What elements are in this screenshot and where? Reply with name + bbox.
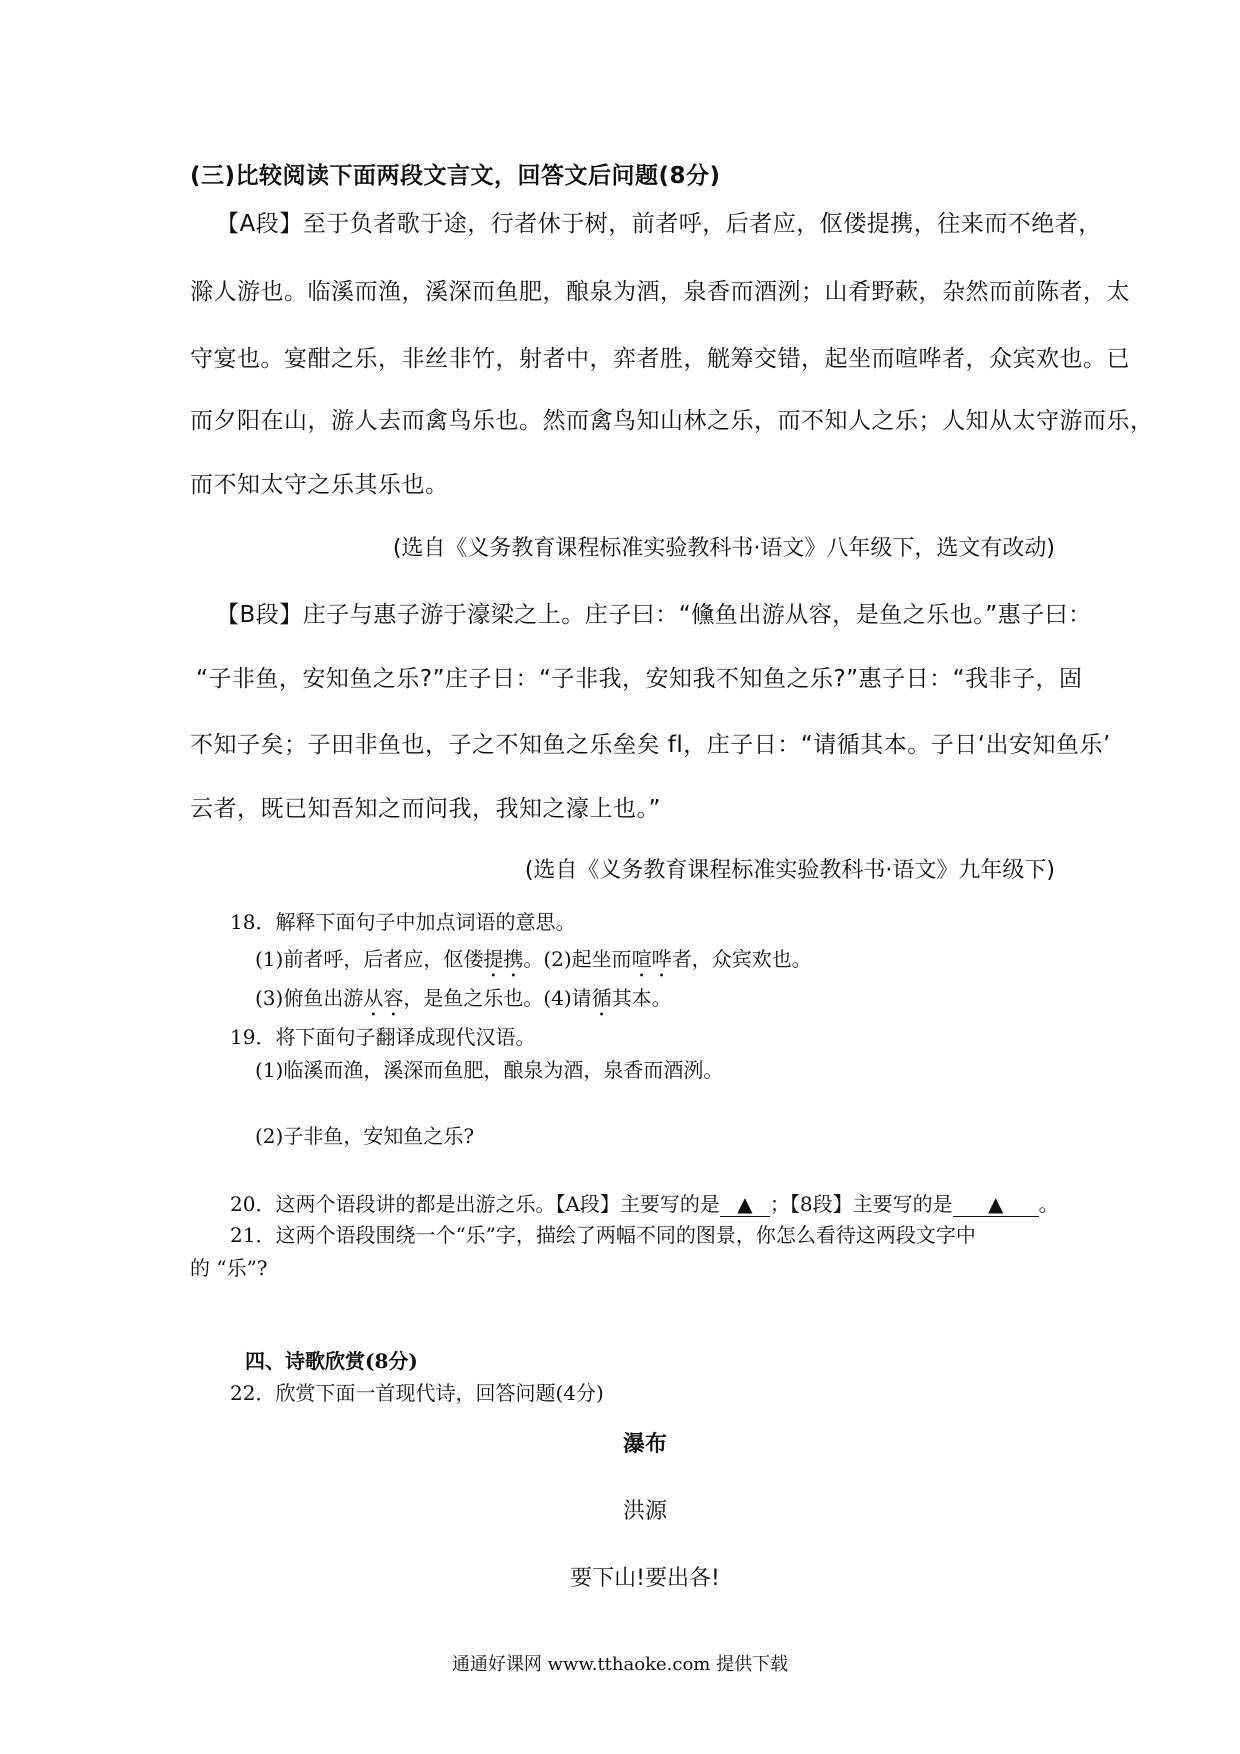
- q18-text: 其本。: [611, 986, 672, 1010]
- q18-line-1: [255, 943, 812, 982]
- b-paragraph-line-2: “子非鱼，安知鱼之乐?”庄子日：“子非我，安知我不知鱼之乐?”惠子日：“我非子，固: [196, 666, 1083, 692]
- a-source: (选自《义务教育课程标准实验教科书·语文》八年级下，选文有改动): [392, 536, 1055, 561]
- q22-stem: 22．欣赏下面一首现代诗，回答问题(4分): [230, 1381, 604, 1405]
- q19-stem: 19．将下面句子翻译成现代汉语。: [230, 1025, 536, 1049]
- q18-dotted-word: 喧哗: [631, 947, 672, 971]
- q18-dotted-word: 从容: [363, 986, 404, 1010]
- section4-heading: 四、诗歌欣赏(8分): [245, 1349, 418, 1373]
- q18-dotted-word: 提携: [483, 947, 524, 971]
- q19-sentence-1: (1)临溪而渔，溪深而鱼肥，酿泉为酒，泉香而酒洌。: [255, 1058, 724, 1082]
- footer: 通通好课网 www.tthaoke.com 提供下载: [451, 1654, 789, 1675]
- q18-text: (1)前者呼，后者应，伛偻: [255, 947, 484, 971]
- q20-text: 。: [1038, 1192, 1059, 1216]
- q18-text: 。(2)起坐而: [523, 947, 632, 971]
- a-paragraph-line-2: 滁人游也。临溪而渔，溪深而鱼肥，酿泉为酒，泉香而酒洌；山肴野蔌，杂然而前陈者，太: [190, 279, 1130, 305]
- q18-stem: 18．解释下面句子中加点词语的意思。: [230, 910, 576, 934]
- poem-title: 瀑布: [622, 1432, 667, 1457]
- a-paragraph-line-1: 【A段】至于负者歌于途，行者休于树，前者呼，后者应，伛偻提携，往来而不绝者，: [216, 211, 1102, 237]
- q21-line-2: 的 “乐”?: [190, 1256, 268, 1280]
- q18-text: ，是鱼之乐也。(4)请: [403, 986, 592, 1010]
- b-paragraph-line-3: 不知子矣；子田非鱼也，子之不知鱼之乐垒矣 fl，庄子日：“请循其本。子日‘出安知鱼乐’: [190, 732, 1111, 758]
- section3-heading: (三)比较阅读下面两段文言文，回答文后问题(8分): [190, 163, 721, 189]
- poem-author: 洪源: [622, 1499, 667, 1524]
- q20-text: ；【8段】主要写的是: [769, 1192, 953, 1216]
- q20: [230, 1188, 1059, 1217]
- q18-text: 者，众宾欢也。: [671, 947, 812, 971]
- a-paragraph-line-4: 而夕阳在山，游人去而禽鸟乐也。然而禽鸟知山林之乐，而不知人之乐；人知从太守游而乐，: [190, 408, 1154, 434]
- b-source: (选自《义务教育课程标准实验教科书·语文》九年级下): [524, 858, 1055, 883]
- q19-sentence-2: (2)子非鱼，安知鱼之乐?: [255, 1124, 475, 1148]
- q20-answer-blank-b[interactable]: ▲: [953, 1192, 1039, 1217]
- b-paragraph-line-1: 【B段】庄子与惠子游于濠梁之上。庄子曰：“儵鱼出游从容，是鱼之乐也。”惠子曰：: [216, 602, 1092, 628]
- q18-dotted-word: 循: [591, 986, 612, 1010]
- q18-text: (3)俯鱼出游: [255, 986, 364, 1010]
- a-paragraph-line-5: 而不知太守之乐其乐也。: [190, 472, 449, 498]
- a-paragraph-line-3: 守宴也。宴酣之乐，非丝非竹，射者中，弈者胜，觥筹交错，起坐而喧哗者，众宾欢也。已: [190, 346, 1130, 372]
- b-paragraph-line-4: 云者，既已知吾知之而问我，我知之濠上也。”: [190, 796, 661, 822]
- q20-text: 20．这两个语段讲的都是出游之乐。【A段】主要写的是: [230, 1192, 720, 1216]
- q18-line-2: [255, 982, 672, 1021]
- poem-line-1: 要下山!要出各!: [570, 1566, 720, 1591]
- q21-line-1: 21．这两个语段围绕一个“乐”字，描绘了两幅不同的图景，你怎么看待这两段文字中: [230, 1223, 976, 1247]
- q20-answer-blank-a[interactable]: ▲: [720, 1192, 770, 1217]
